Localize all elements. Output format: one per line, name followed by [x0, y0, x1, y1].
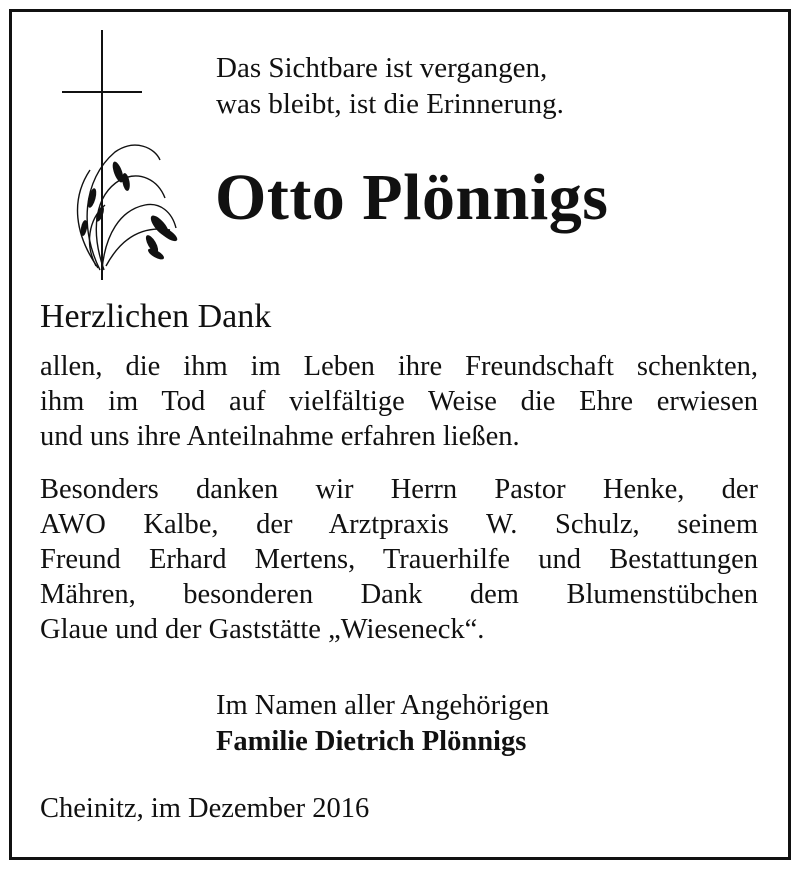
thanks-paragraph-1 [40, 349, 758, 454]
place-and-date: Cheinitz, im Dezember 2016 [40, 793, 370, 824]
thanks-heading: Herzlichen Dank [40, 298, 272, 335]
paragraph-line: allen, die ihm im Leben ihre Freundschaft schenkten, [40, 351, 758, 382]
memorial-quote [216, 50, 564, 122]
thanks-paragraph-2 [40, 472, 758, 647]
cross-with-wheat-icon [60, 30, 190, 280]
paragraph-line: ihm im Tod auf vielfältige Weise die Ehre erwiesen [40, 386, 758, 417]
quote-line-1: Das Sichtbare ist vergangen, [216, 52, 548, 84]
paragraph-line: Freund Erhard Mertens, Trauerhilfe und Bestattungen [40, 544, 758, 575]
paragraph-line: Glaue und der Gaststätte „Wieseneck“. [40, 614, 485, 645]
quote-line-2: was bleibt, ist die Erinnerung. [216, 88, 564, 120]
paragraph-line: Besonders danken wir Herrn Pastor Henke, der [40, 474, 758, 505]
family-name: Familie Dietrich Plönnigs [216, 726, 527, 757]
obituary-notice [9, 9, 791, 860]
signature-line: Im Namen aller Angehörigen [216, 690, 550, 721]
paragraph-line: Mähren, besonderen Dank dem Blumenstübchen [40, 579, 758, 610]
deceased-name: Otto Plönnigs [215, 161, 609, 234]
paragraph-line: AWO Kalbe, der Arztpraxis W. Schulz, seinem [40, 509, 758, 540]
paragraph-line: und uns ihre Anteilnahme erfahren ließen. [40, 421, 520, 452]
signature-block [216, 688, 549, 760]
